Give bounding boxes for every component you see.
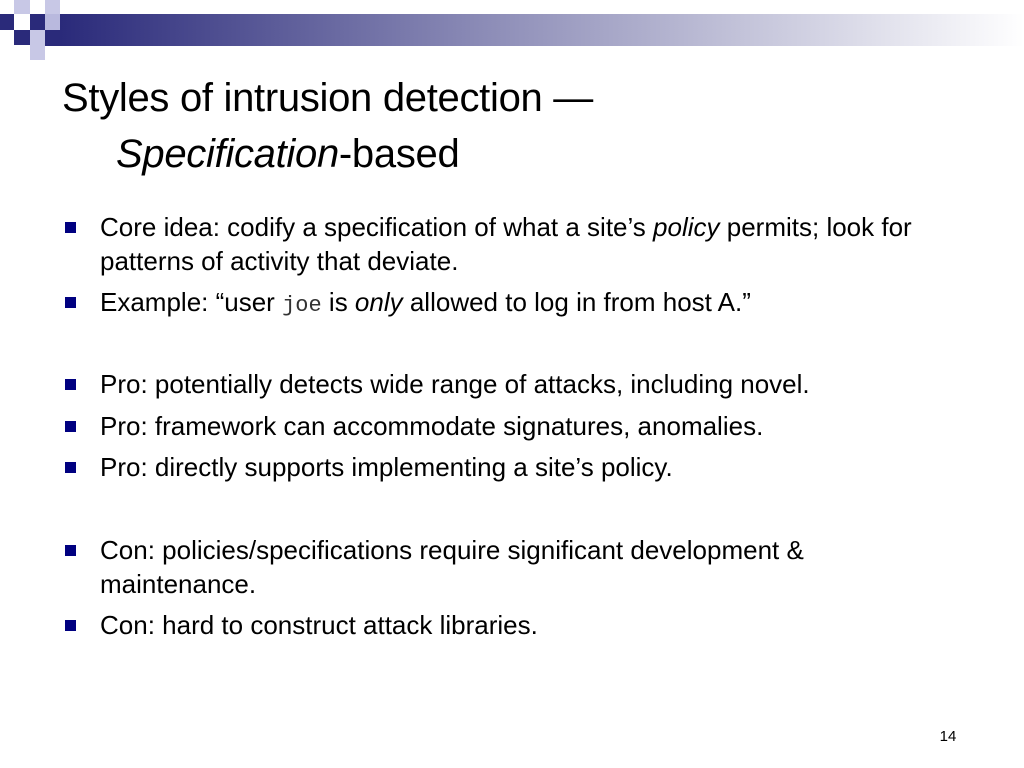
code-text: joe [282,293,322,318]
bullet-text: Pro: framework can accommodate signatures, anomalies. [100,411,764,441]
bullet-marker [65,462,76,473]
bullet-marker [65,545,76,556]
bullet-text: Core idea: codify a specification of what a site’s policy permits; look for patterns of activity that deviate. [100,212,912,276]
bullet-pro-3 [64,450,964,484]
bullet-marker [65,620,76,631]
title-suffix: -based [338,132,460,176]
page-number: 14 [939,728,957,745]
bullet-con-2 [64,608,964,642]
bullet-marker [65,297,76,308]
emphasis-text: policy [653,212,720,242]
title-emphasis: Specification [116,132,339,176]
bullet-text: Example: “user joe is only allowed to log in from host A.” [100,287,751,318]
header-gradient-bar [60,14,1024,46]
bullet-text: Pro: directly supports implementing a site’s policy. [100,452,673,482]
emphasis-text: only [354,287,403,317]
bullet-marker [65,421,76,432]
bullet-text: Con: policies/specifications require significant development & maintenance. [100,535,804,599]
slide-title [62,70,962,182]
title-line-1: Styles of intrusion detection — [62,76,593,120]
bullet-core-idea [64,210,964,278]
bullet-text: Pro: potentially detects wide range of attacks, including novel. [100,369,810,399]
bullet-con-1 [64,533,964,601]
bullet-marker [65,379,76,390]
bullet-pro-2 [64,409,964,443]
bullet-pro-1 [64,367,964,401]
title-line-2 [62,126,962,182]
bullet-text: Con: hard to construct attack libraries. [100,610,538,640]
corner-decoration [0,0,1024,60]
bullet-example [64,285,964,323]
bullet-marker [65,222,76,233]
